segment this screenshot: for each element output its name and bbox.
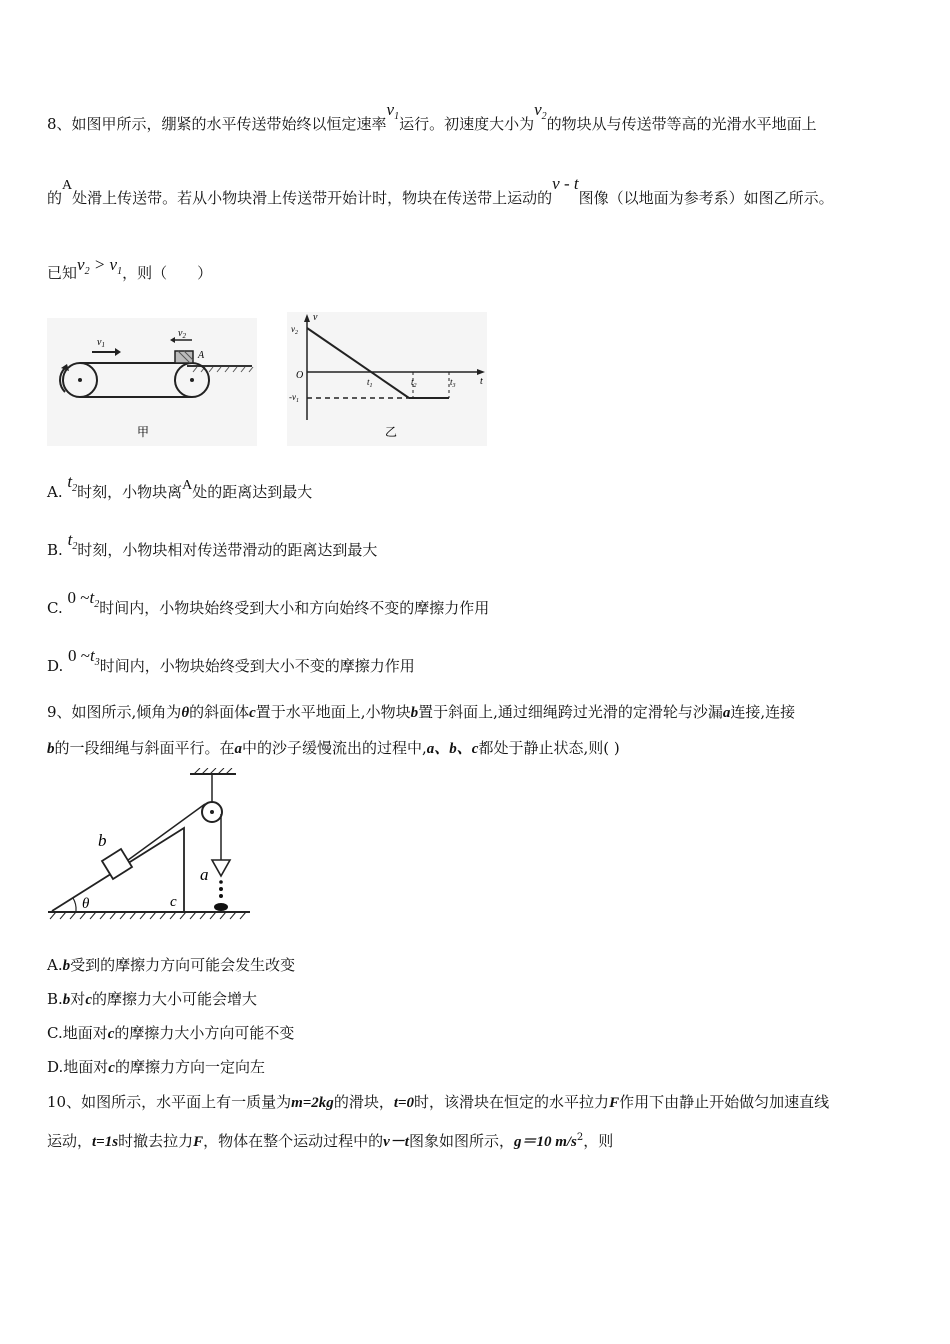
q8-line1: 8、如图甲所示，绷紧的水平传送带始终以恒定速率$v_1$运行。初速度大小为$v_2$的物块从与传送带等高的光滑水平地面上 xyxy=(47,100,817,133)
q9-option-c[interactable]: C.地面对c的摩擦力大小方向可能不变 xyxy=(47,1024,295,1042)
figure-conveyor-belt xyxy=(47,318,257,446)
q8-line2: 的A处滑上传送带。若从小物块滑上传送带开始计时，物块在传送带上运动的v - t图像（以地面为参考系）如图乙所示。 xyxy=(47,174,834,207)
v1-symbol: $v_1$ xyxy=(386,100,400,122)
figure-vt-graph xyxy=(287,312,487,446)
v2-symbol: $v_2$ xyxy=(534,100,547,122)
q9-line1: 9、如图所示,倾角为θ的斜面体c置于水平地面上,小物块b置于斜面上,通过细绳跨过光滑的定滑轮与沙漏a连接,连接 xyxy=(47,703,796,721)
origin-label: O xyxy=(296,370,304,381)
point-a-symbol: A xyxy=(62,178,73,193)
figure-caption-yi: 乙 xyxy=(385,425,398,439)
q10-line2: 运动，t=1s时撤去拉力F，物体在整个运动过程中的v－t图象如图所示，g＝10 $m/s^2$，则 xyxy=(47,1132,614,1150)
q8-option-b[interactable]: B. $t_2$时刻，小物块相对传送带滑动的距离达到最大 xyxy=(47,530,378,559)
block-v2-label: $v_2$ xyxy=(178,328,186,340)
belt-v1-label: $v_1$ xyxy=(97,337,105,349)
q8-option-a[interactable]: A. $t_2$时刻，小物块离A处的距离达到最大 xyxy=(47,472,313,501)
sand-funnel-a xyxy=(212,860,230,876)
t3-label: $t_3$ xyxy=(450,377,456,389)
label-theta: θ xyxy=(82,896,90,912)
axis-v-label: v xyxy=(313,312,318,323)
label-b: b xyxy=(98,831,107,850)
q9-option-d[interactable]: D.地面对c的摩擦力方向一定向左 xyxy=(47,1058,265,1076)
t2-label: $t_2$ xyxy=(411,377,417,389)
q8-option-c[interactable]: C. 0 $\sim t_2$时间内，小物块始终受到大小和方向始终不变的摩擦力作用 xyxy=(47,588,490,617)
label-c: c xyxy=(170,894,177,910)
point-a-label: A xyxy=(198,350,205,361)
q8-option-d[interactable]: D. 0 $\sim t_3$时间内，小物块始终受到大小不变的摩擦力作用 xyxy=(47,646,415,675)
q9-option-b[interactable]: B.b对c的摩擦力大小可能会增大 xyxy=(47,990,257,1008)
q10-line1: 10、如图所示，水平面上有一质量为m=2kg的滑块，t=0时，该滑块在恒定的水平拉力F作用下由静止开始做匀加速直线 xyxy=(47,1093,830,1111)
sand-pile xyxy=(214,903,228,911)
block-b xyxy=(102,849,132,879)
v2-gt-v1: $v_2 > v_1$ xyxy=(77,255,123,277)
label-a: a xyxy=(200,865,209,884)
v2-tick-label: $v_2$ xyxy=(291,324,298,336)
neg-v1-tick-label: $-v_1$ xyxy=(289,392,299,404)
t1-label: $t_1$ xyxy=(367,377,373,389)
figure-caption-jia: 甲 xyxy=(137,425,150,439)
q8-line3: 已知$v_2 > v_1$，则（ ） xyxy=(47,255,213,282)
vt-symbol: v - t xyxy=(552,174,579,193)
q9-option-a[interactable]: A.b受到的摩擦力方向可能会发生改变 xyxy=(47,956,296,974)
axis-t-label: t xyxy=(480,376,483,387)
figure-incline-pulley xyxy=(44,768,256,924)
q9-line2: b的一段细绳与斜面平行。在a中的沙子缓慢流出的过程中,a、b、c都处于静止状态,则( ) xyxy=(47,739,620,757)
